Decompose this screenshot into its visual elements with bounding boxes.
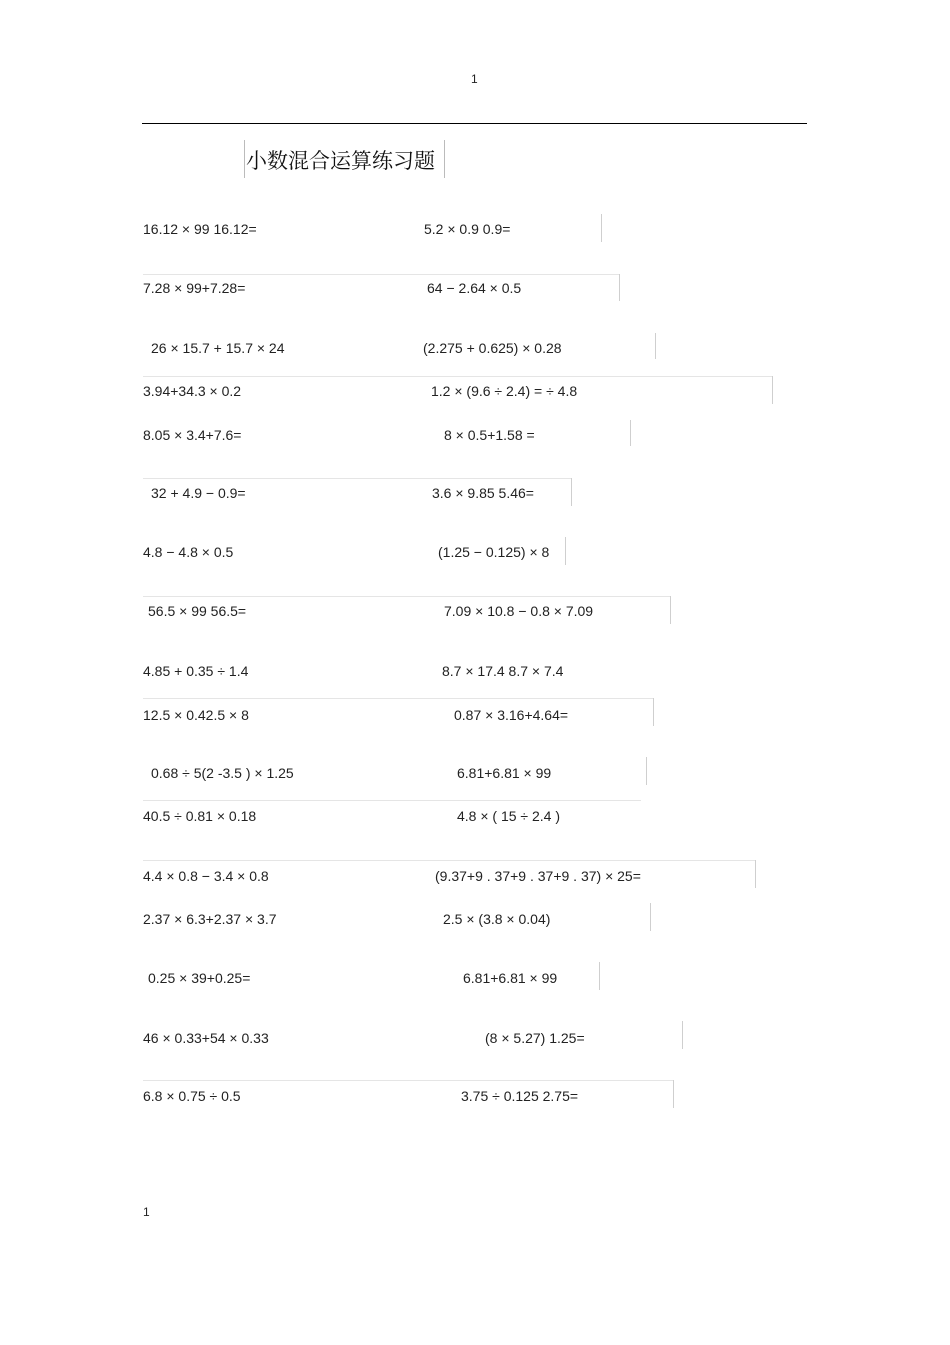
- guide-line: [565, 537, 566, 565]
- problem-right: 8.7 × 17.4 8.7 × 7.4: [442, 663, 564, 679]
- problem-right: 8 × 0.5+1.58 =: [444, 427, 535, 443]
- guide-line: [655, 333, 656, 359]
- problem-right: 1.2 × (9.6 ÷ 2.4) = ÷ 4.8: [431, 383, 578, 399]
- problem-left: 16.12 × 99 16.12=: [143, 221, 257, 237]
- problem-right: 7.09 × 10.8 − 0.8 × 7.09: [444, 603, 594, 619]
- guide-line: [682, 1021, 683, 1049]
- problem-right: 4.8 × ( 15 ÷ 2.4 ): [457, 808, 561, 824]
- problem-right: 3.6 × 9.85 5.46=: [432, 485, 534, 501]
- problem-left: 4.4 × 0.8 − 3.4 × 0.8: [143, 868, 269, 884]
- guide-line: [653, 698, 654, 726]
- guide-line: [143, 376, 772, 377]
- guide-line: [143, 478, 571, 479]
- problem-left: 26 × 15.7 + 15.7 × 24: [151, 340, 285, 356]
- problem-left: 4.85 + 0.35 ÷ 1.4: [143, 663, 249, 679]
- page-number-top: 1: [471, 72, 478, 86]
- guide-line: [755, 860, 756, 888]
- problem-left: 8.05 × 3.4+7.6=: [143, 427, 242, 443]
- guide-line: [630, 420, 631, 446]
- problem-left: 32 + 4.9 − 0.9=: [151, 485, 246, 501]
- guide-line: [143, 596, 670, 597]
- guide-line: [143, 1080, 673, 1081]
- problem-left: 0.68 ÷ 5(2 -3.5 ) × 1.25: [151, 765, 294, 781]
- guide-line: [772, 376, 773, 404]
- problem-right: 2.5 × (3.8 × 0.04): [443, 911, 551, 927]
- problem-right: (9.37+9 . 37+9 . 37+9 . 37) × 25=: [435, 868, 641, 884]
- page-title: 小数混合运算练习题: [246, 149, 435, 173]
- guide-line: [143, 800, 641, 801]
- guide-line: [646, 757, 647, 785]
- problem-right: 0.87 × 3.16+4.64=: [454, 707, 569, 723]
- guide-line: [143, 274, 619, 275]
- page-number-bottom: 1: [143, 1205, 150, 1219]
- guide-line: [143, 860, 755, 861]
- guide-line: [619, 274, 620, 301]
- problem-right: 6.81+6.81 × 99: [457, 765, 552, 781]
- problem-right: (8 × 5.27) 1.25=: [485, 1030, 585, 1046]
- guide-line: [650, 903, 651, 931]
- problem-right: 3.75 ÷ 0.125 2.75=: [461, 1088, 579, 1104]
- problem-right: 5.2 × 0.9 0.9=: [424, 221, 511, 237]
- problem-right: 6.81+6.81 × 99: [463, 970, 558, 986]
- problem-left: 6.8 × 0.75 ÷ 0.5: [143, 1088, 241, 1104]
- problem-left: 4.8 − 4.8 × 0.5: [143, 544, 234, 560]
- guide-line: [599, 962, 600, 990]
- guide-line: [571, 478, 572, 506]
- guide-line: [673, 1080, 674, 1108]
- problem-left: 0.25 × 39+0.25=: [148, 970, 251, 986]
- guide-line: [601, 214, 602, 242]
- problem-right: (1.25 − 0.125) × 8: [438, 544, 550, 560]
- problem-right: (2.275 + 0.625) × 0.28: [423, 340, 562, 356]
- title-frame-right: [444, 140, 445, 178]
- header-rule: [142, 123, 807, 124]
- problem-left: 12.5 × 0.42.5 × 8: [143, 707, 249, 723]
- problem-left: 2.37 × 6.3+2.37 × 3.7: [143, 911, 277, 927]
- problem-left: 40.5 ÷ 0.81 × 0.18: [143, 808, 257, 824]
- guide-line: [143, 698, 653, 699]
- guide-line: [670, 596, 671, 624]
- problem-left: 46 × 0.33+54 × 0.33: [143, 1030, 269, 1046]
- problem-left: 56.5 × 99 56.5=: [148, 603, 247, 619]
- title-frame-left: [244, 140, 245, 178]
- problem-right: 64 − 2.64 × 0.5: [427, 280, 522, 296]
- problem-left: 7.28 × 99+7.28=: [143, 280, 246, 296]
- problem-left: 3.94+34.3 × 0.2: [143, 383, 242, 399]
